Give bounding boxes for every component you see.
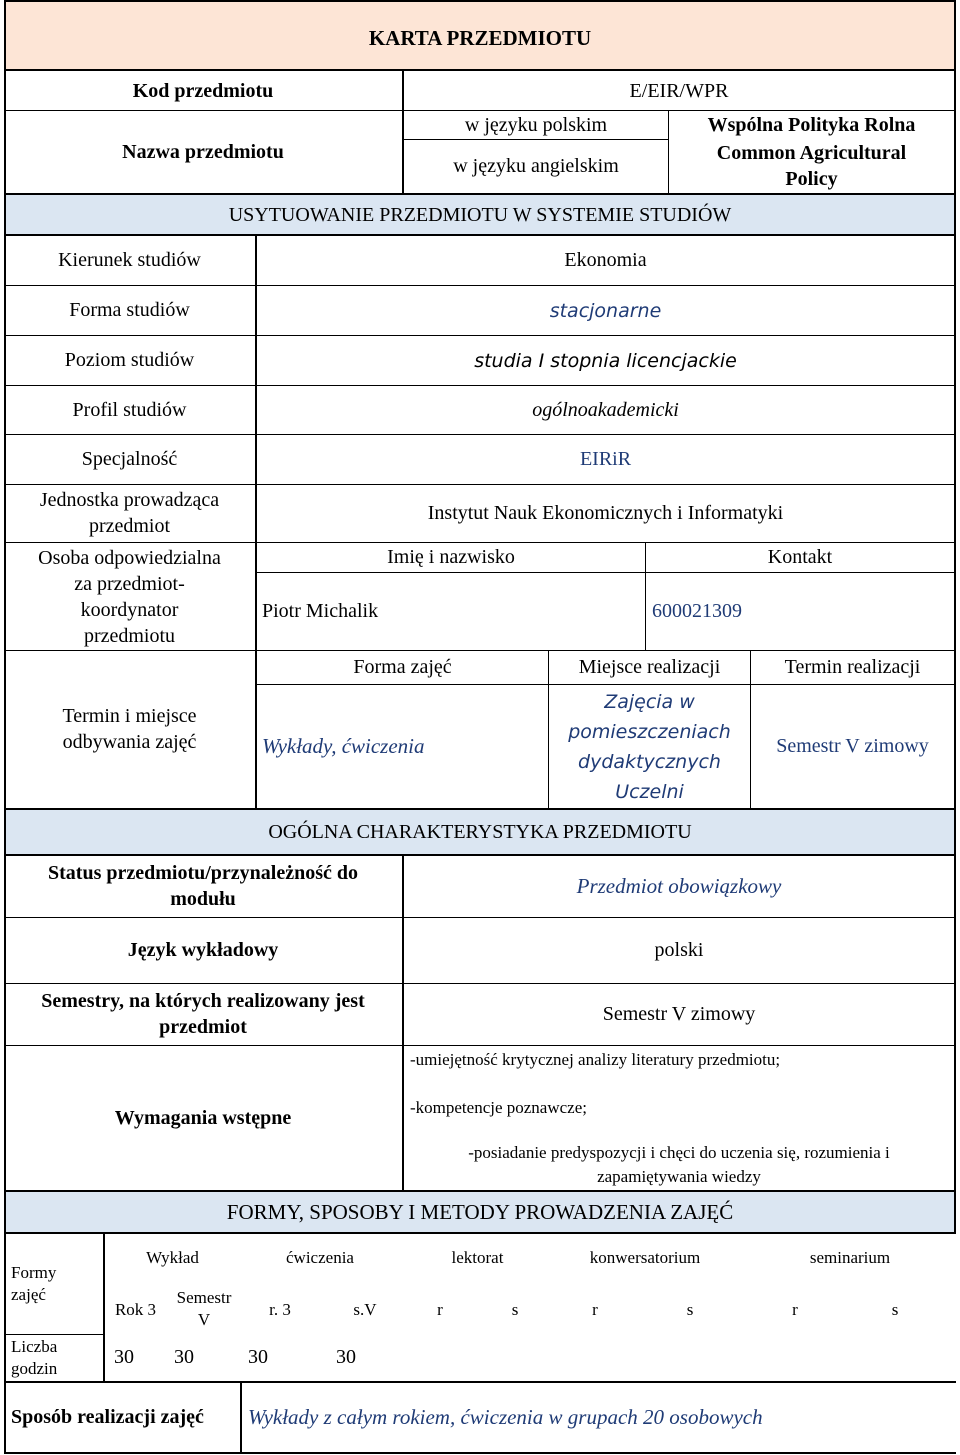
usytuowanie-heading: USYTUOWANIE PRZEDMIOTU W SYSTEMIE STUDIÓW [228,203,732,226]
en-label: w języku angielskim [453,155,619,177]
kod-label: Kod przedmiotu [132,79,274,102]
profil-value: ogólnoakademicki [532,398,679,421]
semestry-label-1: Semestry, na których realizowany jest [41,989,365,1012]
poziom-value: studia I stopnia licencjackie [474,349,737,372]
row2-r3: r. 3 [269,1300,291,1319]
formy-label-2: zajęć [11,1285,46,1304]
specjalnosc-label: Specjalność [81,448,178,470]
row2-s-b: s [686,1300,694,1319]
osoba-label-1: Osoba odpowiedzialna [38,546,221,569]
termin-label-2: odbywania zajęć [62,730,197,753]
jednostka-value: Instytut Nauk Ekonomicznych i Informatyki [427,502,784,524]
column-konwersatorium: konwersatorium [589,1248,701,1267]
formy-label-1: Formy [11,1263,57,1282]
jednostka-label-1: Jednostka prowadząca [39,488,220,511]
jednostka-label-2: przedmiot [88,514,171,537]
hours-2: 30 [174,1345,194,1368]
wymagania-item-3b: zapamiętywania wiedzy [597,1167,761,1186]
imie-header: Imię i nazwisko [387,546,515,568]
termin-label-1: Termin i miejsce [62,704,197,727]
wymagania-item-2: -kompetencje poznawcze; [410,1098,587,1117]
row2-r-c: r [792,1300,798,1319]
miejsce-value-1: Zajęcia w [604,691,695,713]
page-title: KARTA PRZEDMIOTU [368,25,592,50]
semestry-value: Semestr V zimowy [602,1003,756,1025]
miejsce-header: Miejsce realizacji [578,656,721,678]
kontakt-header: Kontakt [767,546,833,568]
kontakt-value: 600021309 [652,599,742,622]
miejsce-value-3: dydaktycznych [578,751,721,773]
jezyk-value: polski [654,939,704,961]
nazwa-label: Nazwa przedmiotu [122,140,284,163]
osoba-label-4: przedmiotu [83,624,176,647]
termin-value: Semestr V zimowy [776,735,929,757]
column-wyklad: Wykład [146,1248,199,1267]
pl-value: Wspólna Polityka Rolna [707,113,916,136]
jezyk-label: Język wykładowy [127,939,279,961]
row2-semestr: Semestr [176,1288,232,1307]
forma-label: Forma studiów [69,299,190,321]
forma-value: stacjonarne [549,299,662,322]
profil-label: Profil studiów [72,398,187,421]
row2-sv: s.V [353,1300,377,1319]
en-value-2: Policy [785,167,838,190]
row2-s-a: s [511,1300,519,1319]
hours-1: 30 [114,1345,134,1368]
sposob-label: Sposób realizacji zajęć [11,1406,204,1428]
sposob-value: Wykłady z całym rokiem, ćwiczenia w grupach 20 osobowych [248,1405,763,1429]
row2-r-a: r [437,1300,443,1319]
kierunek-value: Ekonomia [564,249,647,271]
status-label-2: modułu [170,887,236,910]
termin-header: Termin realizacji [784,656,921,678]
miejsce-value-4: Uczelni [615,781,684,803]
hours-3: 30 [248,1345,268,1368]
status-label-1: Status przedmiotu/przynależność do [48,861,358,884]
specjalnosc-value: EIRiR [579,448,632,470]
kierunek-label: Kierunek studiów [58,249,201,271]
column-lektorat: lektorat [451,1248,504,1267]
forma-zajec-header: Forma zajęć [353,656,452,678]
formy-heading: FORMY, SPOSOBY I METODY PROWADZENIA ZAJĘĆ [226,1199,734,1224]
column-cwiczenia: ćwiczenia [286,1248,354,1267]
wymagania-label: Wymagania wstępne [114,1106,292,1129]
en-value-1: Common Agricultural [716,141,907,164]
row2-semestr-v: V [197,1310,211,1329]
imie-value: Piotr Michalik [262,599,379,622]
poziom-label: Poziom studiów [64,349,195,371]
column-seminarium: seminarium [809,1248,891,1267]
row2-r-b: r [592,1300,598,1319]
status-value: Przedmiot obowiązkowy [576,874,782,898]
pl-label: w języku polskim [464,113,608,136]
osoba-label-2: za przedmiot- [74,572,185,595]
ogolna-heading: OGÓLNA CHARAKTERYSTYKA PRZEDMIOTU [268,820,692,843]
liczba-label-1: Liczba [11,1337,58,1356]
row2-s-c: s [891,1300,899,1319]
osoba-label-3: koordynator [80,598,179,621]
forma-zajec-value: Wykłady, ćwiczenia [262,734,425,758]
row2-rok: Rok 3 [114,1300,157,1319]
wymagania-item-3a: -posiadanie predyspozycji i chęci do uczenia się, rozumienia i [468,1143,890,1162]
semestry-label-2: przedmiot [159,1015,247,1038]
miejsce-value-2: pomieszczeniach [568,721,731,743]
kod-value: E/EIR/WPR [629,79,729,102]
hours-4: 30 [336,1345,356,1368]
wymagania-item-1: -umiejętność krytycznej analizy literatury przedmiotu; [410,1050,781,1069]
liczba-label-2: godzin [11,1359,58,1378]
